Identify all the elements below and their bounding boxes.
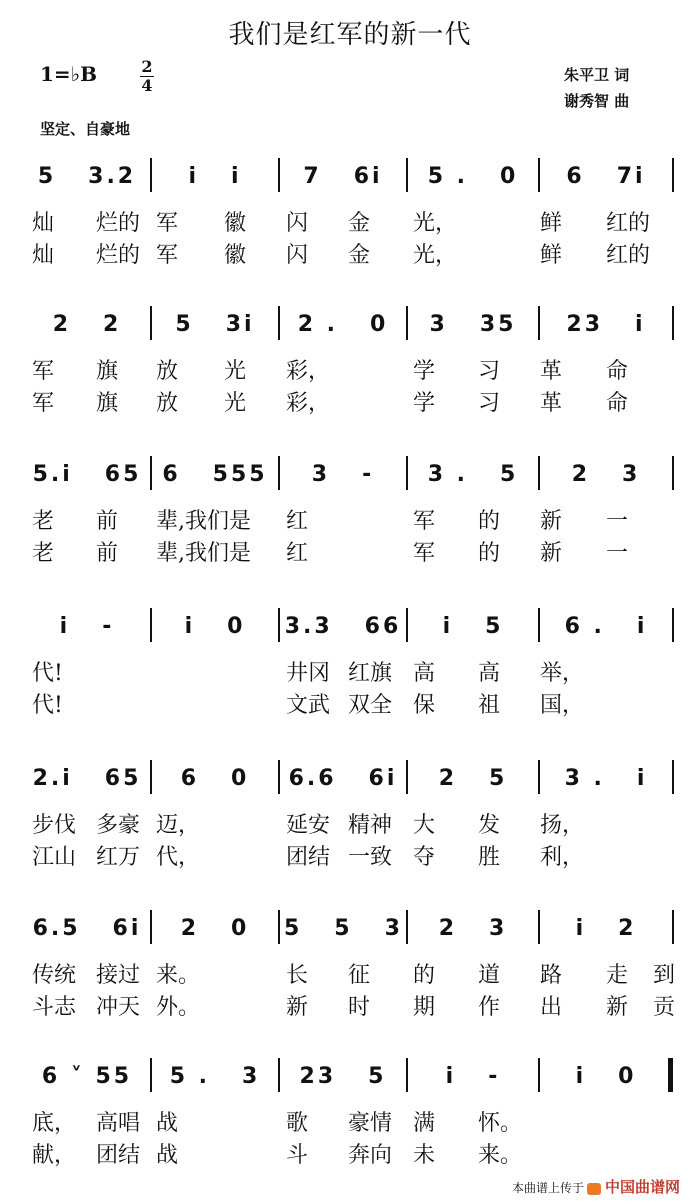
score-system — [28, 148, 673, 278]
lyric-word: 命 — [606, 359, 629, 384]
lyric-word: 军 — [156, 211, 179, 236]
notes-row — [28, 598, 673, 652]
measure — [284, 454, 402, 494]
measure-notes: 3 . 5 — [427, 461, 519, 487]
measure-notes: 2.i 65 — [32, 765, 142, 791]
lyric-word: 新 — [286, 995, 309, 1020]
notes-row — [28, 750, 673, 804]
lyric-word: 鲜 — [540, 211, 563, 236]
measure — [284, 758, 402, 798]
barline — [406, 760, 408, 794]
lyric-word: 红的 — [606, 243, 651, 268]
lyric-word: 战 — [156, 1111, 179, 1136]
barline — [406, 608, 408, 642]
lyric-word: 豪情 — [348, 1111, 393, 1136]
lyric-word: 的 — [478, 509, 501, 534]
measure — [156, 454, 274, 494]
final-barline — [668, 1058, 673, 1092]
measure — [28, 606, 146, 646]
lyric-line-1 — [28, 958, 676, 988]
lyricist: 朱平卫 词 — [564, 66, 630, 84]
barline — [150, 608, 152, 642]
score-system — [28, 598, 673, 728]
score-system — [28, 296, 673, 426]
lyric-word: 期 — [413, 995, 436, 1020]
measure — [412, 304, 534, 344]
lyric-word: 鲜 — [540, 243, 563, 268]
lyric-word: 满 — [413, 1111, 436, 1136]
barline — [406, 456, 408, 490]
lyric-word: 军 — [32, 359, 55, 384]
measure — [412, 1056, 534, 1096]
barline — [672, 760, 674, 794]
lyric-word: 新 — [540, 509, 563, 534]
lyric-word: 光 — [224, 391, 247, 416]
lyric-word: 红旗 — [348, 661, 393, 686]
measure-notes: 5 5 3 — [284, 915, 403, 941]
lyric-word: 学 — [413, 391, 436, 416]
measure-notes: 2 5 — [438, 765, 508, 791]
lyric-word: 冲天 — [96, 995, 141, 1020]
lyric-word: 扬， — [540, 813, 585, 838]
lyric-word: 延安 — [286, 813, 331, 838]
lyric-word: 代， — [156, 845, 201, 870]
notes-row — [28, 900, 673, 954]
lyric-word: 贡 — [653, 995, 676, 1020]
notes-row — [28, 446, 673, 500]
lyric-word: 新 — [606, 995, 629, 1020]
barline — [278, 760, 280, 794]
measure — [544, 156, 668, 196]
lyric-line-2 — [28, 688, 673, 718]
notes-row — [28, 1048, 673, 1102]
lyric-word: 发 — [478, 813, 501, 838]
score-system — [28, 446, 673, 576]
lyric-word: 奔向 — [348, 1143, 393, 1168]
lyric-word: 前 — [96, 541, 119, 566]
measure — [544, 758, 668, 798]
notes-row — [28, 296, 673, 350]
barline — [406, 306, 408, 340]
measure-notes: 3.3 66 — [284, 613, 402, 639]
lyric-word: 走 — [606, 963, 629, 988]
lyric-word: 红 — [286, 509, 309, 534]
lyric-word: 金 — [348, 211, 371, 236]
footer-text: 本曲谱上传于 — [512, 1181, 585, 1195]
measure-notes: 6 7i — [566, 163, 646, 189]
measure — [544, 304, 668, 344]
lyric-word: 军 — [32, 391, 55, 416]
tempo-marking: 坚定、自豪地 — [40, 120, 131, 138]
measure — [28, 1056, 146, 1096]
lyric-word: 红 — [286, 541, 309, 566]
lyric-word: 保 — [413, 693, 436, 718]
lyric-line-1 — [28, 656, 673, 686]
barline — [672, 608, 674, 642]
measure-notes: i 2 — [575, 915, 637, 941]
lyric-word: 斗 — [286, 1143, 309, 1168]
lyric-line-2 — [28, 238, 673, 268]
lyric-line-1 — [28, 354, 673, 384]
lyric-word: 老 — [32, 541, 55, 566]
barline — [278, 158, 280, 192]
lyric-line-1 — [28, 504, 673, 534]
barline — [278, 456, 280, 490]
measure-notes: 6 ˅ 55 — [41, 1063, 133, 1089]
lyric-word: 革 — [540, 359, 563, 384]
measure-notes: 2 3 — [571, 461, 641, 487]
measure-notes: 3 - — [311, 461, 375, 487]
lyric-word: 井冈 — [286, 661, 331, 686]
lyric-word: 道 — [478, 963, 501, 988]
site-logo-icon — [587, 1183, 601, 1195]
measure — [544, 908, 668, 948]
lyric-word: 前 — [96, 509, 119, 534]
lyric-word: 光， — [413, 211, 458, 236]
barline — [150, 456, 152, 490]
barline — [672, 910, 674, 944]
lyric-word: 多豪 — [96, 813, 141, 838]
lyric-word: 灿 — [32, 243, 55, 268]
lyric-word: 代! — [32, 661, 63, 686]
lyric-word: 斗志 — [32, 995, 77, 1020]
lyric-word: 放 — [156, 359, 179, 384]
lyric-word: 一 — [606, 541, 629, 566]
lyric-word: 胜 — [478, 845, 501, 870]
measure-notes: 7 6i — [303, 163, 383, 189]
measure-notes: 5 3.2 — [37, 163, 137, 189]
lyric-word: 习 — [478, 391, 501, 416]
barline — [150, 1058, 152, 1092]
lyric-word: 大 — [413, 813, 436, 838]
measure — [412, 908, 534, 948]
lyric-word: 征 — [348, 963, 371, 988]
lyric-word: 烂的 — [96, 243, 141, 268]
lyric-word: 代! — [32, 693, 63, 718]
measure — [28, 454, 146, 494]
lyric-word: 高唱 — [96, 1111, 141, 1136]
lyric-word: 金 — [348, 243, 371, 268]
measure-notes: 23 i — [566, 311, 646, 337]
measure-notes: i i — [188, 163, 242, 189]
lyric-word: 来。 — [156, 963, 201, 988]
lyric-word: 来。 — [478, 1143, 523, 1168]
notes-row — [28, 148, 673, 202]
lyric-word: 旗 — [96, 359, 119, 384]
lyric-word: 双全 — [348, 693, 393, 718]
lyric-word: 利， — [540, 845, 585, 870]
lyric-word: 文武 — [286, 693, 331, 718]
barline — [150, 306, 152, 340]
lyric-word: 光， — [413, 243, 458, 268]
lyric-word: 辈,我们是 — [156, 541, 251, 566]
measure — [156, 1056, 274, 1096]
lyric-word: 江山 — [32, 845, 77, 870]
barline — [538, 306, 540, 340]
measure — [412, 606, 534, 646]
measure-notes: 5 . 0 — [427, 163, 519, 189]
lyric-word: 军 — [413, 541, 436, 566]
lyric-word: 到 — [653, 963, 676, 988]
lyric-word: 红的 — [606, 211, 651, 236]
lyric-line-2 — [28, 990, 676, 1020]
measure-notes: 3 35 — [429, 311, 517, 337]
lyric-word: 举， — [540, 661, 585, 686]
lyric-word: 灿 — [32, 211, 55, 236]
footer — [512, 1176, 680, 1197]
lyric-word: 辈,我们是 — [156, 509, 251, 534]
lyric-word: 出 — [540, 995, 563, 1020]
lyric-word: 徽 — [224, 211, 247, 236]
barline — [538, 910, 540, 944]
measure-notes: 6.5 6i — [32, 915, 142, 941]
measure — [156, 156, 274, 196]
lyric-word: 歌 — [286, 1111, 309, 1136]
measure — [28, 908, 146, 948]
lyric-word: 闪 — [286, 243, 309, 268]
lyric-line-1 — [28, 206, 673, 236]
measure — [412, 156, 534, 196]
measure-notes: i 0 — [184, 613, 246, 639]
lyric-word: 军 — [156, 243, 179, 268]
meter-top: 2 — [141, 57, 153, 76]
measure-notes: 23 5 — [299, 1063, 387, 1089]
lyric-word: 接过 — [96, 963, 141, 988]
lyric-word: 高 — [478, 661, 501, 686]
lyric-word: 新 — [540, 541, 563, 566]
measure-notes: 2 3 — [438, 915, 508, 941]
measure-notes: 6 0 — [180, 765, 250, 791]
lyric-line-2 — [28, 386, 673, 416]
measure — [156, 304, 274, 344]
measure — [544, 454, 668, 494]
lyric-word: 学 — [413, 359, 436, 384]
lyric-word: 徽 — [224, 243, 247, 268]
measure-notes: 6 555 — [162, 461, 268, 487]
lyric-word: 旗 — [96, 391, 119, 416]
measure — [156, 908, 274, 948]
lyric-word: 步伐 — [32, 813, 77, 838]
barline — [278, 1058, 280, 1092]
measure-notes: 2 2 — [52, 311, 122, 337]
lyric-word: 团结 — [96, 1143, 141, 1168]
lyric-word: 献， — [32, 1143, 77, 1168]
barline — [538, 760, 540, 794]
measure — [28, 156, 146, 196]
lyric-word: 祖 — [478, 693, 501, 718]
lyric-word: 一致 — [348, 845, 393, 870]
lyric-line-1 — [28, 808, 673, 838]
measure — [284, 606, 402, 646]
measure — [412, 454, 534, 494]
lyric-word: 迈， — [156, 813, 201, 838]
barline — [278, 608, 280, 642]
lyric-line-2 — [28, 536, 673, 566]
lyric-word: 放 — [156, 391, 179, 416]
barline — [406, 910, 408, 944]
lyric-word: 烂的 — [96, 211, 141, 236]
measure-notes: 5 3i — [175, 311, 255, 337]
barline — [278, 306, 280, 340]
barline — [672, 306, 674, 340]
barline — [278, 910, 280, 944]
lyric-word: 闪 — [286, 211, 309, 236]
measure — [284, 304, 402, 344]
barline — [538, 456, 540, 490]
score-system — [28, 750, 673, 880]
measure — [544, 1056, 668, 1096]
song-title: 我们是红军的新一代 — [228, 20, 472, 50]
barline — [406, 1058, 408, 1092]
measure — [284, 156, 402, 196]
lyric-word: 国， — [540, 693, 585, 718]
lyric-word: 未 — [413, 1143, 436, 1168]
lyric-word: 彩， — [286, 359, 331, 384]
lyric-word: 革 — [540, 391, 563, 416]
lyric-word: 的 — [413, 963, 436, 988]
measure — [156, 758, 274, 798]
lyric-word: 习 — [478, 359, 501, 384]
barline — [672, 158, 674, 192]
barline — [150, 910, 152, 944]
measure-notes: 2 0 — [180, 915, 250, 941]
lyric-line-2 — [28, 840, 673, 870]
measure-notes: 5.i 65 — [32, 461, 142, 487]
meter-bottom: 4 — [141, 76, 153, 95]
lyric-word: 夺 — [413, 845, 436, 870]
measure-notes: 6 . i — [564, 613, 648, 639]
barline — [538, 1058, 540, 1092]
measure — [544, 606, 668, 646]
measure — [284, 1056, 402, 1096]
lyric-word: 团结 — [286, 845, 331, 870]
lyric-word: 传统 — [32, 963, 77, 988]
barline — [538, 608, 540, 642]
lyric-word: 底， — [32, 1111, 77, 1136]
measure — [28, 758, 146, 798]
lyric-word: 长 — [286, 963, 309, 988]
lyric-word: 精神 — [348, 813, 393, 838]
lyric-word: 战 — [156, 1143, 179, 1168]
lyric-word: 军 — [413, 509, 436, 534]
measure-notes: 2 . 0 — [297, 311, 389, 337]
lyric-word: 命 — [606, 391, 629, 416]
lyric-word: 老 — [32, 509, 55, 534]
score-system — [28, 1048, 673, 1178]
measure — [412, 758, 534, 798]
measure-notes: 5 . 3 — [169, 1063, 261, 1089]
lyric-word: 红万 — [96, 845, 141, 870]
barline — [150, 158, 152, 192]
measure — [284, 908, 402, 948]
lyric-line-2 — [28, 1138, 673, 1168]
barline — [406, 158, 408, 192]
lyric-word: 光 — [224, 359, 247, 384]
lyric-word: 外。 — [156, 995, 201, 1020]
site-logo: 中国曲谱网 — [605, 1178, 681, 1196]
lyric-word: 路 — [540, 963, 563, 988]
barline — [538, 158, 540, 192]
barline — [150, 760, 152, 794]
time-signature — [140, 58, 154, 95]
measure-notes: i - — [445, 1063, 501, 1089]
lyric-word: 彩， — [286, 391, 331, 416]
lyric-word: 作 — [478, 995, 501, 1020]
credits — [564, 62, 629, 114]
measure-notes: i 0 — [575, 1063, 637, 1089]
measure-notes: i 5 — [442, 613, 504, 639]
lyric-word: 时 — [348, 995, 371, 1020]
measure — [156, 606, 274, 646]
lyric-word: 怀。 — [478, 1111, 523, 1136]
measure-notes: 6.6 6i — [288, 765, 398, 791]
measure-notes: 3 . i — [564, 765, 648, 791]
measure-notes: i - — [59, 613, 115, 639]
barline — [672, 456, 674, 490]
composer: 谢秀智 曲 — [564, 92, 630, 110]
key-signature: 1=♭B — [40, 62, 98, 86]
lyric-line-1 — [28, 1106, 673, 1136]
measure — [28, 304, 146, 344]
lyric-word: 高 — [413, 661, 436, 686]
lyric-word: 一 — [606, 509, 629, 534]
lyric-word: 的 — [478, 541, 501, 566]
score-system — [28, 900, 676, 1030]
